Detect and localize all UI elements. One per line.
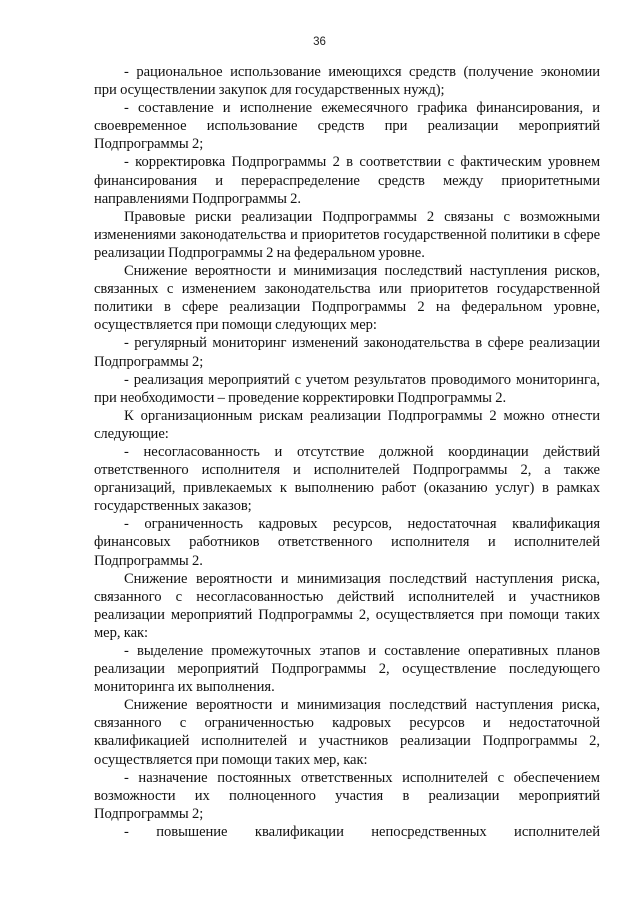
paragraph-adjustment: - корректировка Подпрограммы 2 в соответствии с фактическим уровнем финансирования и перераспределение средств между приоритетными направлениями Подпрограммы 2. <box>94 154 600 207</box>
paragraph-inconsistency-mitigation: Снижение вероятности и минимизация последствий наступления риска, связанного с несогласованностью действий исполнителей и участников реализации мероприятий Подпрограммы 2, осуществляется при помощи таких мер, как: <box>94 570 600 641</box>
paragraph-inconsistency: - несогласованность и отсутствие должной координации действий ответственного исполнителя и исполнителей Подпрограммы 2, а также организаций, привлекаемых к выполнению работ (оказанию услуг) в рамках государственных заказов; <box>94 443 600 515</box>
paragraph-legal-risks: Правовые риски реализации Подпрограммы 2 связаны с возможными изменениями законодательства и приоритетов государственной политики в сфере реализации Подпрограммы 2 на федеральном уровне. <box>94 208 600 261</box>
paragraph-financing-schedule: - составление и исполнение ежемесячного графика финансирования, и своевременное использование средств при реализации мероприятий Подпрограммы 2; <box>94 100 600 153</box>
document-body <box>94 63 600 841</box>
paragraph-intermediate-stages: - выделение промежуточных этапов и составление оперативных планов реализации мероприятий Подпрограммы 2, осуществление последующего мониторинга их выполнения. <box>94 643 600 696</box>
page-number: 36 <box>313 36 326 48</box>
paragraph-rational-use: - рациональное использование имеющихся средств (получение экономии при осуществлении закупок для государственных нужд); <box>94 64 600 99</box>
paragraph-organizational-risks: К организационным рискам реализации Подпрограммы 2 можно отнести следующие: <box>94 407 600 442</box>
paragraph-limited-staff: - ограниченность кадровых ресурсов, недостаточная квалификация финансовых работников ответственного исполнителя и исполнителей Подпрограммы 2. <box>94 516 600 569</box>
paragraph-implementation: - реализация мероприятий с учетом результатов проводимого мониторинга, при необходимости – проведение корректировки Подпрограммы 2. <box>94 371 600 406</box>
paragraph-permanent-executors: - назначение постоянных ответственных исполнителей с обеспечением возможности их полноценного участия в реализации мероприятий Подпрограммы 2; <box>94 769 600 822</box>
paragraph-monitoring: - регулярный мониторинг изменений законодательства в сфере реализации Подпрограммы 2; <box>94 335 600 370</box>
paragraph-staff-risk-mitigation: Снижение вероятности и минимизация последствий наступления риска, связанного с ограниченностью кадровых ресурсов и недостаточной квалификацией исполнителей и участников реализации Подпрограммы 2, осуществляется при помощи таких мер, как: <box>94 697 600 768</box>
paragraph-legal-risk-mitigation: Снижение вероятности и минимизация последствий наступления рисков, связанных с изменением законодательства или приоритетов государственной политики в сфере реализации Подпрограммы 2 на федеральном уровне, осуществляется при помощи следующих мер: <box>94 263 600 334</box>
paragraph-qualification: - повышение квалификации непосредственных исполнителей <box>124 823 600 840</box>
